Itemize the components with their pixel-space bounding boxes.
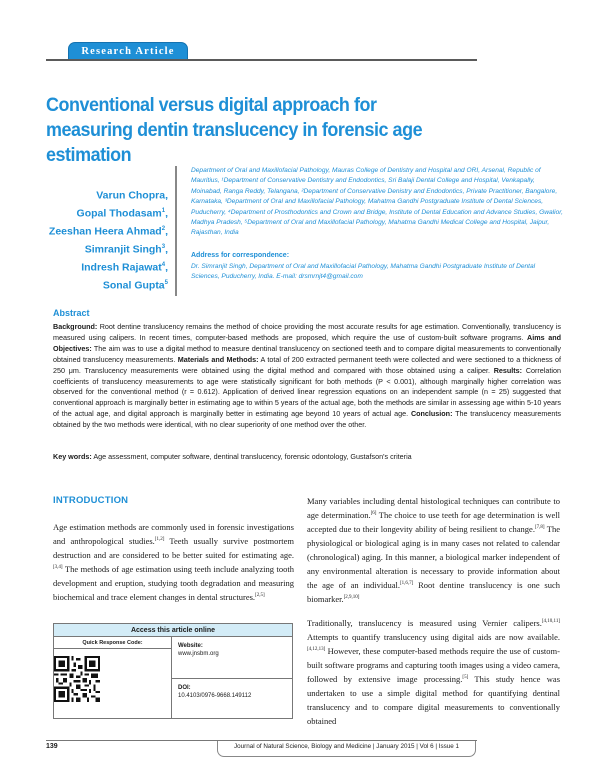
journal-info: Journal of Natural Science, Biology and Medicine | January 2015 | Vol 6 | Issue 1 [217,741,476,757]
qr-label: Quick Response Code: [54,637,171,649]
abstract-heading: Abstract [53,308,90,318]
doi-label: DOI: [178,684,191,691]
citation-link[interactable]: [4,12,13] [307,647,326,653]
access-article-box [53,623,293,719]
website-label: Website: [178,643,203,649]
header-rule [46,59,477,61]
keywords: Key words: Age assessment, computer software, dentinal translucency, forensic odontology, Gustafson's criteria [53,452,412,461]
access-box-heading: Access this article online [54,624,292,637]
website-link[interactable]: www.jnsbm.org [178,651,219,657]
author: Zeeshan Heera Ahmad$^2$, [48,225,168,238]
introduction-heading: INTRODUCTION [53,495,129,506]
article-title: Conventional versus digital approach for measuring dentin translucency in forensic age estimation [46,94,423,166]
abstract-results-label: Results: [493,365,523,375]
correspondence-label: Address for correspondence: [191,252,290,259]
author: Indresh Rajawat$^4$, [81,261,168,274]
paragraph: Age estimation methods are commonly used in forensic investigations and anthropological studies.[1,2] Teeth usually survive postmortem destruction and are considered to be better suited for estimating age.[3,4] The methods of age estimation using teeth include analyzing tooth development and eruption, studying tooth degradation and measuring biochemical and trace element changes in dental structures.[2,5] [53,522,294,602]
introduction-left-column [53,520,294,604]
citation-link[interactable]: [3,4] [53,565,63,571]
paragraph: Many variables including dental histological techniques can contribute to age determination.[6] The choice to use teeth for age determination is well accepted due to their longevity ability of being resilient to change.[7,8] The physiological or biological aging is in many cases not related to calendar (chronological) aging. In this manner, a biological marker independent of any environmental alteration is necessary to provide information about the age of an individual.[1,6,7] Root dentine translucency is one such biomarker.[2,9,10] [307,496,561,604]
citation-link[interactable]: [1,6,7] [399,581,414,587]
citation-link[interactable]: [6] [370,511,377,517]
citation-link[interactable]: [5] [462,675,469,681]
page-number: 139 [46,743,58,750]
affiliation-divider [175,166,177,296]
author: Varun Chopra, [96,189,168,202]
author: Gopal Thodasam$^1$, [76,207,168,220]
author-list [40,186,168,294]
keywords-label: Key words: [53,452,92,461]
citation-link[interactable]: [2,9,10] [343,595,360,601]
citation-link[interactable]: [4,10,11] [541,619,560,625]
abstract-conclusion-label: Conclusion: [410,409,453,419]
citation-link[interactable]: [7,8] [534,525,545,531]
doi-cell [172,678,292,720]
abstract-methods-label: Materials and Methods: [177,354,259,364]
author: Simranjit Singh$^3$, [84,243,168,256]
abstract-body: Background: Root dentine translucency remains the method of choice providing the most accurate results for age estimation. Conventionally, translucency is measured using calipers. In recent times, computer-based methods are proposed, which require the use of custom-built software programs. Aims and Objectives: The aim was to use a digital method to measure dentinal translucency on sectioned teeth and to compare digital measurements to conventionally obtained translucency measurements. Materials and Methods: A total of 200 extracted permanent teeth were collected and were sectioned to a thickness of 250 μm. Translucency measurements were obtained using the digital method and compared with those obtained using a caliper. Results: Correlation coefficients of translucency measurements to age were statistically significant for both methods (P < 0.001), although marginally higher correlation was observed for the conventional method (r = 0.612). Application of derived linear regression equations on an independent sample (n = 25) suggested that conventional approach is marginally better in estimating age to within 5 years of the actual age, both the methods are similar in assessing age within 5-10 years of the actual age, and digital approach is marginally better in estimating age beyond 10 years of actual age. Conclusion: The translucency measurements obtained by the two methods were identical, with no clear superiority of one method over the other. [53,322,562,430]
doi-link[interactable]: 10.4103/0976-9668.149112 [178,692,252,699]
correspondence-text: Dr. Simranjit Singh, Department of Oral and Maxillofacial Pathology, Mahatma Gandhi Postgraduate Institute of Dental Sciences, Puducherry, India. E-mail: drsmrnjt4@gmail.com [191,263,536,281]
article-type-tab: Research Article [68,42,188,60]
paragraph: Traditionally, translucency is measured using Vernier calipers.[4,10,11] Attempts to quantify translucency using digital aids are now available.[4,12,13] However, these computer-based methods require the use of custom-built software programs and capturing tooth images using a video camera, followed by extensive image processing.[5] This study hence was undertaken to use a simple digital method for quantifying dentinal translucency and to compare digital measurements to conventionally obtained [307,618,561,726]
affiliations: Department of Oral and Maxillofacial Pathology, Mauras College of Dentistry and Hospital and ORI, Arsenal, Republic of Mauritius, ¹Department of Conservative Dentistry and Endodontics, Sri Balaji Dental College and Hospital, Venkapally, Moinabad, Ranga Reddy, Telangana, ²Department of Conservative Denistry and Endodontics, Private Practitioner, Bangalore, Karnataka, ³Department of Oral and Maxillofacial Pathology, Mahatma Gandhi Postgraduate Institute of Dental Sciences, Puducherry, ⁴Department of Prosthodontics and Crown and Bridge, Institute of Dental Education and Advance Studies, Gwalior, Madhya Pradesh, ⁵Department of Oral and Maxillofacial Pathology, Mahatma Gandhi Medical College and Hospital, Jaipur, Rajasthan, India [191,167,563,237]
citation-link[interactable]: [1,2] [154,537,165,543]
introduction-right-column [307,494,560,728]
citation-link[interactable]: [2,5] [255,593,265,599]
qr-code-icon[interactable] [54,656,100,702]
author: Sonal Gupta$^5$ [102,279,168,292]
abstract-background-label: Background: [53,322,98,331]
abstract-aims-label: Aims and Objectives: [53,332,561,353]
website-cell [172,637,292,678]
